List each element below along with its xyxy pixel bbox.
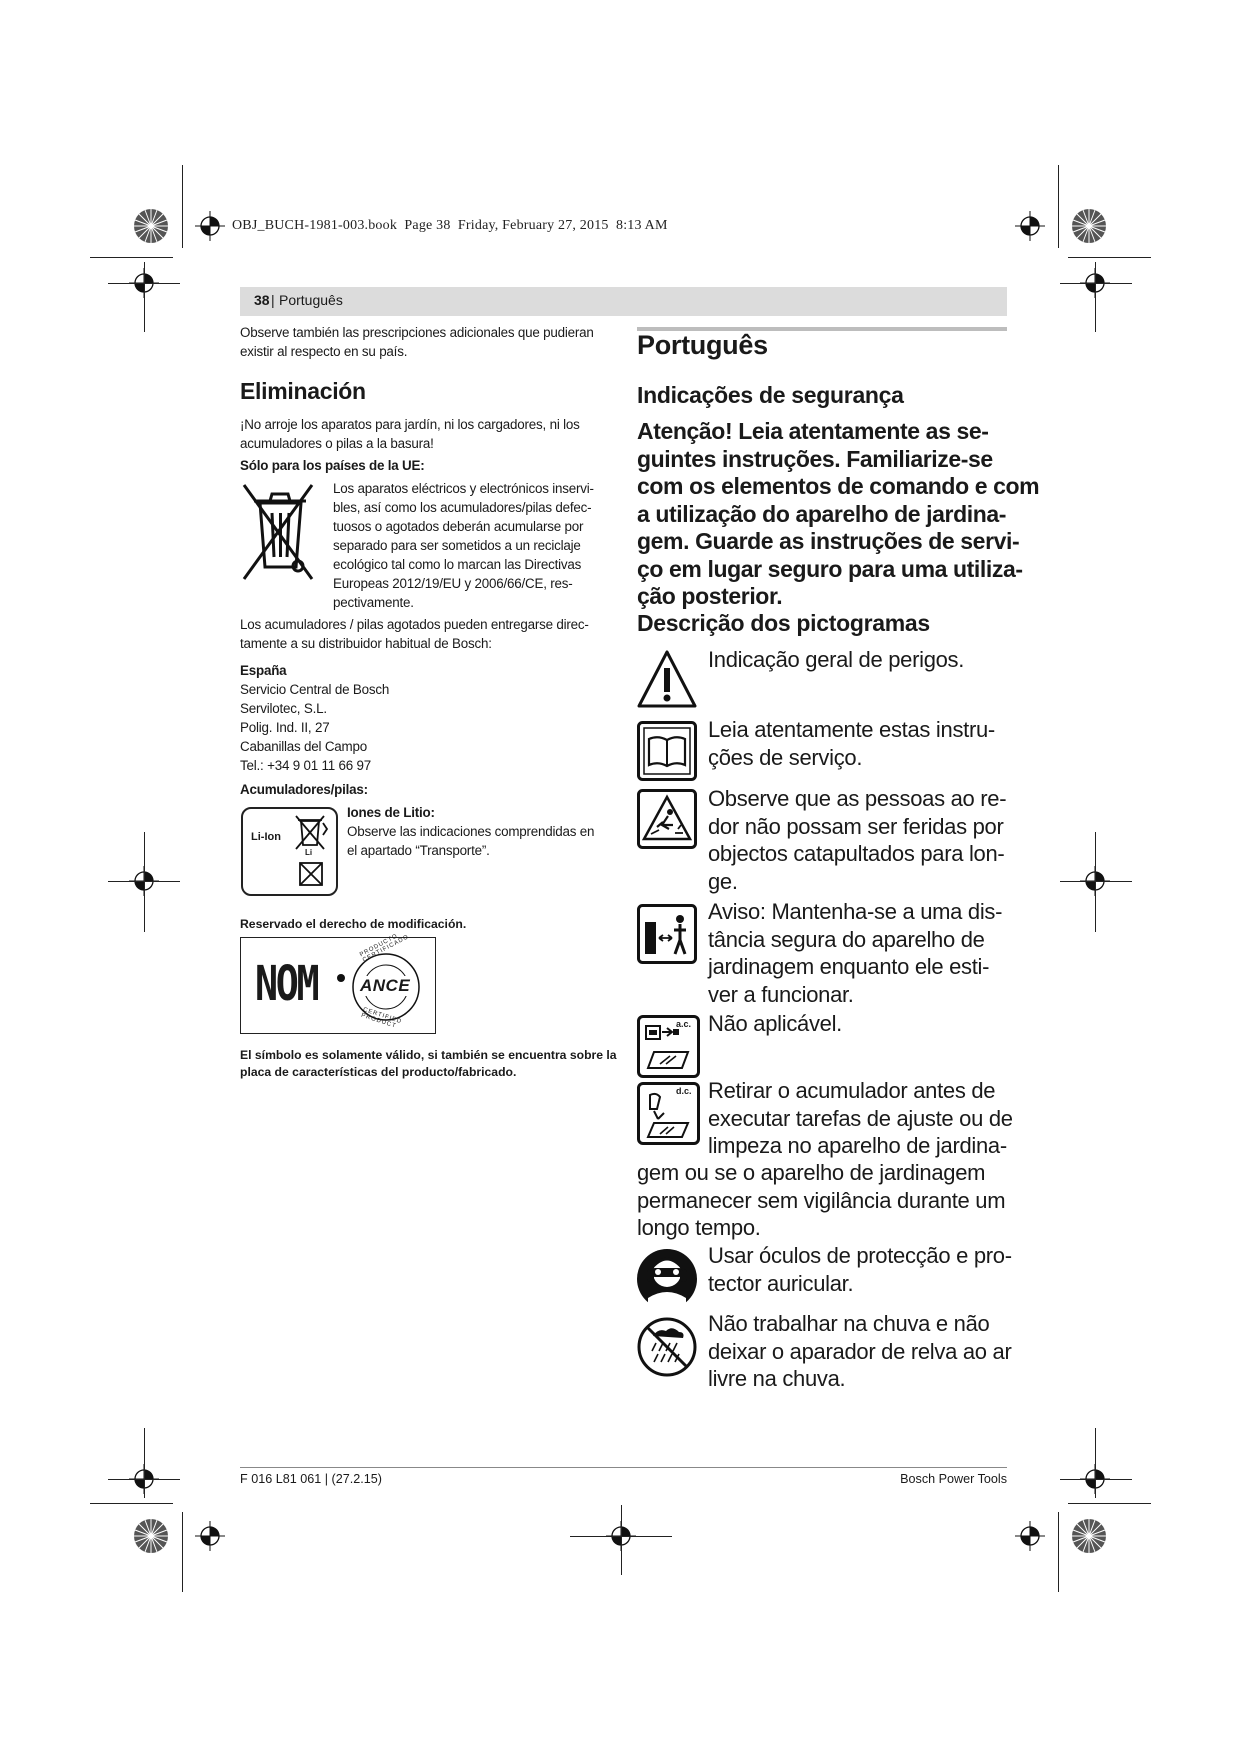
crosshair-icon [195, 211, 225, 241]
registration-wheel-icon [1071, 208, 1107, 244]
page-number: 38 [254, 292, 270, 308]
eu-disposal-text: Los aparatos eléctricos y electrónicos inservi- bles, así como los acumuladores/pilas defec- tuosos o agotados deberán acumularse por separado para ser sometidos a un reciclaje ecológico tal como lo marcan las Directivas Europeas 2012/19/EU y 2006/66/CE, res- pectivamente. [333, 481, 594, 610]
page-header [240, 287, 1007, 316]
liion-recycle-icon: Li-Ion Li [241, 807, 338, 896]
pictogram-text-continued: gem ou se o aparelho de jardinagem permanecer sem vigilância durante um longo tempo. [637, 1160, 1006, 1240]
pictograms-title: Descrição dos pictogramas [637, 610, 930, 636]
pictogram-text: Retirar o acumulador antes de executar tarefas de ajuste ou de limpeza no aparelho de jardina- [708, 1078, 1013, 1158]
eliminacion-text: ¡No arroje los aparatos para jardín, ni los cargadores, ni los acumuladores o pilas a la basura! [240, 417, 580, 451]
header-separator: | [271, 292, 275, 308]
pictogram-text: Aviso: Mantenha-se a uma dis- tância segura do aparelho de jardinagem enquanto ele esti- ver a funcionar. [708, 899, 1003, 1007]
eye-ear-protection-icon [636, 1248, 698, 1310]
section-title-eliminacion: Eliminación [240, 378, 366, 404]
nom-ance-logo: NOM PRODUCTO CERTIFICADO CERTIFIED PRODUCT ANCE [240, 937, 436, 1034]
pictogram-text: Não trabalhar na chuva e não deixar o aparador de relva ao ar livre na chuva. [708, 1311, 1012, 1391]
pictogram-text: Observe que as pessoas ao re- dor não possam ser feridas por objectos catapultados para lon- ge. [708, 786, 1007, 894]
safety-warning: Atenção! Leia atentamente as se- guintes instruções. Familiarize-se com os elementos de comando e com a utilização do aparelho de jardina- gem. Guarde as instruções de servi- ço em lugar seguro para uma utiliza- ção posterior. [637, 418, 1040, 609]
crosshair-icon [1015, 1521, 1045, 1551]
eu-label: Sólo para los países de la UE: [240, 458, 425, 473]
pictogram-text: Não aplicável. [708, 1011, 842, 1036]
registration-wheel-icon [1071, 1518, 1107, 1554]
no-rain-icon [636, 1316, 698, 1378]
print-slug: OBJ_BUCH-1981-003.book Page 38 Friday, February 27, 2015 8:13 AM [232, 218, 668, 233]
pictogram-text: Usar óculos de protecção e pro- tector auricular. [708, 1243, 1012, 1296]
crosshair-icon [195, 1521, 225, 1551]
thrown-objects-icon [637, 789, 697, 849]
registration-wheel-icon [133, 208, 169, 244]
liion-text: Observe las indicaciones comprendidas en el apartado “Transporte”. [347, 824, 595, 858]
batteries-label: Acumuladores/pilas: [240, 782, 368, 797]
pictogram-text: Leia atentamente estas instru- ções de serviço. [708, 717, 995, 770]
intro-text: Observe también las prescripciones adicionales que pudieran existir al respecto en su país. [240, 325, 594, 359]
reserved-note: Reservado el derecho de modificación. [240, 917, 467, 931]
pictogram-text: Indicação geral de perigos. [708, 647, 965, 672]
address-block: Servicio Central de Bosch Servilotec, S.L. Polig. Ind. II, 27 Cabanillas del Campo Tel.: +34 9 01 11 66 97 [240, 682, 390, 773]
registration-wheel-icon [133, 1518, 169, 1554]
safe-distance-icon [637, 904, 697, 964]
remove-battery-dc-icon: d.c. [637, 1082, 700, 1145]
unplug-ac-icon: a.c. [637, 1015, 700, 1078]
liion-title: Iones de Litio: [347, 805, 435, 820]
dealer-text: Los acumuladores / pilas agotados pueden entregarse direc- tamente a su distribuidor habitual de Bosch: [240, 617, 589, 651]
safety-title: Indicações de segurança [637, 382, 904, 408]
crossed-bin-icon [240, 481, 316, 583]
general-danger-icon [636, 648, 698, 712]
header-section: Português [279, 292, 343, 308]
country-label: España [240, 663, 287, 678]
footer-code: F 016 L81 061 | (27.2.15) [240, 1472, 382, 1486]
crosshair-icon [1015, 211, 1045, 241]
footer-rule [240, 1467, 1007, 1468]
footer-brand: Bosch Power Tools [900, 1472, 1007, 1486]
page-title: Português [637, 330, 768, 360]
read-manual-icon [637, 721, 697, 781]
symbol-note: El símbolo es solamente válido, si también se encuentra sobre la placa de características del producto/fabricado. [240, 1048, 617, 1079]
